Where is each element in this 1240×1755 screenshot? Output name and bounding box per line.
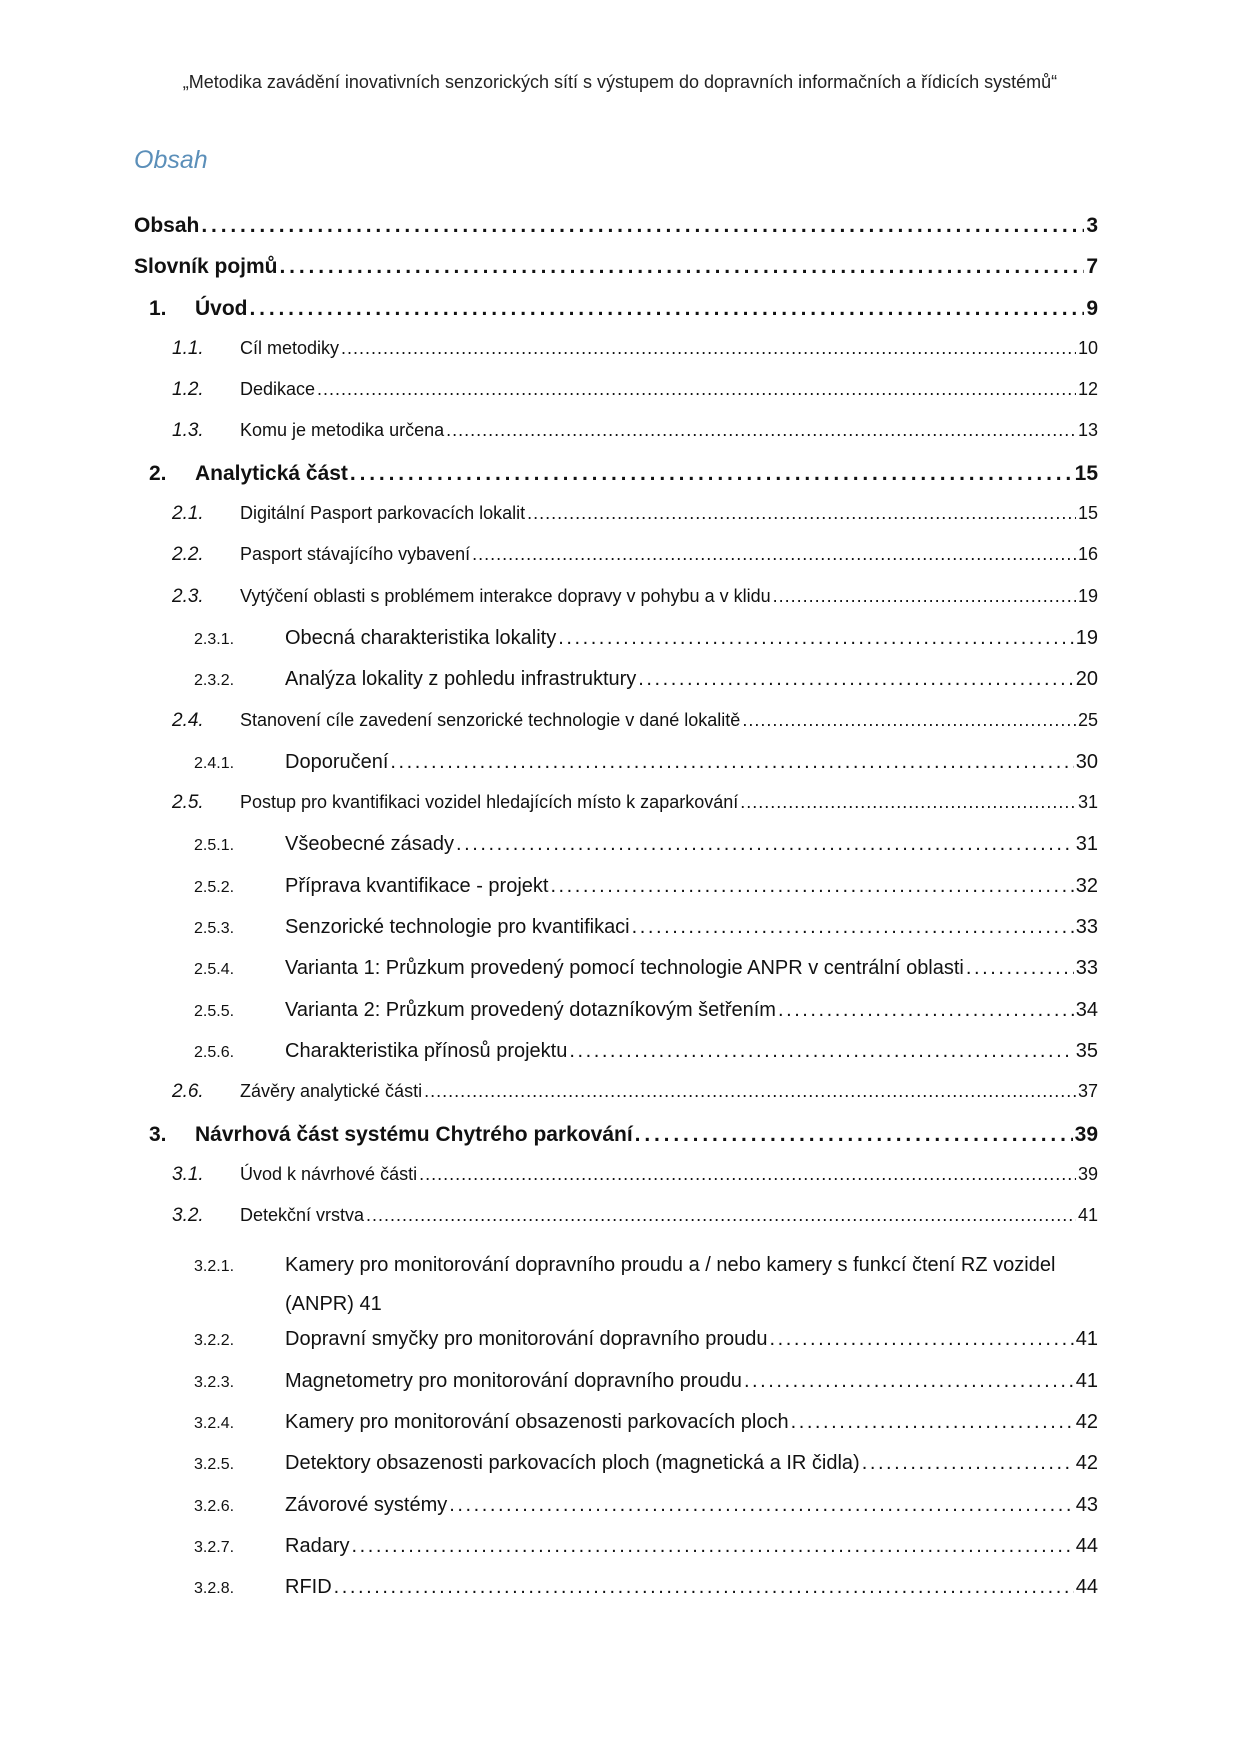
toc-entry-page: 34 <box>1075 998 1098 1021</box>
toc-entry-page: 42 <box>1075 1411 1098 1434</box>
toc-entry-title: Slovník pojmů <box>134 255 278 279</box>
dot-leader <box>569 1040 1073 1063</box>
toc-entry-number: 2. <box>149 461 167 485</box>
dot-leader <box>742 710 1076 731</box>
toc-entry-number: 2.1. <box>172 503 204 525</box>
toc-entry[interactable] <box>134 1164 1098 1205</box>
toc-entry[interactable] <box>134 1246 1098 1328</box>
toc-entry-page: 31 <box>1075 833 1098 856</box>
toc-entry-number: 3. <box>149 1122 167 1146</box>
toc-entry[interactable] <box>134 833 1098 874</box>
toc-entry[interactable] <box>134 1494 1098 1535</box>
toc-entry[interactable] <box>134 1411 1098 1452</box>
toc-entry-title: Pasport stávajícího vybavení <box>240 544 471 565</box>
dot-leader <box>472 544 1076 565</box>
toc-entry-page: 15 <box>1074 461 1098 485</box>
toc-entry-number: 3.1. <box>172 1163 204 1185</box>
dot-leader <box>351 1535 1073 1558</box>
toc-entry-number: 3.2.7. <box>194 1538 235 1556</box>
toc-entry-page: 33 <box>1075 957 1098 980</box>
toc-entry-number: 3.2.4. <box>194 1415 235 1433</box>
toc-entry-page: 39 <box>1077 1163 1098 1184</box>
toc-entry-page: 30 <box>1075 750 1098 773</box>
toc-entry-title: Dopravní smyčky pro monitorování dopravního proudu <box>285 1328 768 1351</box>
toc-entry-title: Varianta 2: Průzkum provedený dotazníkovým šetřením <box>285 998 776 1021</box>
toc-entry-title: Magnetometry pro monitorování dopravního proudu <box>285 1369 742 1392</box>
dot-leader <box>456 833 1074 856</box>
toc-entry-page: 44 <box>1075 1576 1098 1599</box>
toc-entry[interactable] <box>134 1123 1098 1164</box>
toc-entry-title: Varianta 1: Průzkum provedený pomocí technologie ANPR v centrální oblasti <box>285 957 964 980</box>
toc-entry[interactable] <box>134 1370 1098 1411</box>
toc-entry-title: Analýza lokality z pohledu infrastruktury <box>285 668 637 691</box>
toc-entry-title: Digitální Pasport parkovacích lokalit <box>240 503 526 524</box>
toc-entry[interactable] <box>134 297 1098 338</box>
toc-entry-page: 31 <box>1077 792 1098 813</box>
toc-entry[interactable] <box>134 214 1098 255</box>
toc-entry-number: 3.2.5. <box>194 1456 235 1474</box>
dot-leader <box>632 916 1074 939</box>
toc-entry-number: 3.2.2. <box>194 1332 235 1350</box>
toc-entry-number: 2.6. <box>172 1081 204 1103</box>
toc-entry-page: 20 <box>1075 668 1098 691</box>
toc-entry-title: Vytýčení oblasti s problémem interakce dopravy v pohybu a v klidu <box>240 585 771 606</box>
toc-entry-number: 2.5.4. <box>194 961 235 979</box>
toc-entry-title: Úvod <box>195 296 248 320</box>
dot-leader <box>862 1452 1074 1475</box>
toc-entry-title: Kamery pro monitorování dopravního proudu a / nebo kamery s funkcí čtení RZ vozidel (ANPR) 41 <box>285 1254 1056 1316</box>
toc-entry-title: Závorové systémy <box>285 1493 448 1516</box>
toc-entry-title: Postup pro kvantifikaci vozidel hledajících místo k zaparkování <box>240 792 739 813</box>
toc-entry[interactable] <box>134 1081 1098 1122</box>
toc-entry[interactable] <box>134 751 1098 792</box>
dot-leader <box>769 1328 1073 1351</box>
dot-leader <box>966 957 1074 980</box>
dot-leader <box>390 751 1073 774</box>
toc-entry-page: 19 <box>1077 585 1098 606</box>
toc-entry-number: 2.3. <box>172 585 204 607</box>
toc-entry[interactable] <box>134 1328 1098 1369</box>
dot-leader <box>350 462 1073 486</box>
dot-leader <box>550 875 1073 898</box>
toc-entry-page: 33 <box>1075 916 1098 939</box>
toc-entry-number: 3.2.8. <box>194 1580 235 1598</box>
toc-entry[interactable] <box>134 792 1098 833</box>
toc-entry-page: 41 <box>1075 1328 1098 1351</box>
toc-entry-number: 3.2.6. <box>194 1497 235 1515</box>
toc-entry[interactable] <box>134 1452 1098 1493</box>
toc-entry-number: 2.5.2. <box>194 878 235 896</box>
toc-entry-number: 2.4. <box>172 709 204 731</box>
toc-entry-number: 2.5.5. <box>194 1002 235 1020</box>
toc-entry[interactable] <box>134 379 1098 420</box>
toc-entry-page: 19 <box>1075 626 1098 649</box>
toc-entry-title: Úvod k návrhové části <box>240 1163 418 1184</box>
dot-leader <box>201 214 1084 238</box>
toc-entry[interactable] <box>134 875 1098 916</box>
toc-entry-number: 2.5.6. <box>194 1043 235 1061</box>
dot-leader <box>250 297 1085 321</box>
dot-leader <box>424 1081 1076 1102</box>
toc-entry-page: 43 <box>1075 1493 1098 1516</box>
toc-entry-number: 1.1. <box>172 337 204 359</box>
toc-entry-page: 13 <box>1077 420 1098 441</box>
table-of-contents <box>134 214 1098 1618</box>
toc-entry[interactable] <box>134 957 1098 998</box>
toc-entry-title: Návrhová část systému Chytrého parkování <box>195 1122 633 1146</box>
dot-leader <box>558 627 1074 650</box>
dot-leader <box>740 792 1076 813</box>
toc-entry-number: 2.5.1. <box>194 837 235 855</box>
toc-entry-number: 3.2.3. <box>194 1373 235 1391</box>
toc-entry-number: 2.5. <box>172 792 204 814</box>
toc-entry[interactable] <box>134 503 1098 544</box>
toc-entry-title: Charakteristika přínosů projektu <box>285 1039 568 1062</box>
toc-entry-number: 2.4.1. <box>194 754 235 772</box>
dot-leader <box>778 999 1074 1022</box>
dot-leader <box>527 503 1076 524</box>
running-header: „Metodika zavádění inovativních senzorických sítí s výstupem do dopravních informačních a řídicích systémů“ <box>182 72 1058 92</box>
dot-leader <box>635 1123 1073 1147</box>
toc-entry-page: 39 <box>1074 1122 1098 1146</box>
toc-entry-title: Obsah <box>134 214 200 237</box>
toc-entry[interactable] <box>134 544 1098 585</box>
toc-entry-page: 10 <box>1077 337 1098 358</box>
toc-entry[interactable] <box>134 420 1098 461</box>
toc-entry[interactable] <box>134 1205 1098 1246</box>
toc-entry-title: Stanovení cíle zavedení senzorické technologie v dané lokalitě <box>240 709 741 730</box>
toc-entry[interactable] <box>134 1576 1098 1617</box>
toc-entry-number: 1. <box>149 296 167 320</box>
toc-entry-page: 15 <box>1077 503 1098 524</box>
toc-entry-title: Dedikace <box>240 379 316 400</box>
toc-entry[interactable] <box>134 1040 1098 1081</box>
dot-leader <box>791 1411 1074 1434</box>
toc-heading: Obsah <box>134 146 208 174</box>
toc-entry[interactable] <box>134 999 1098 1040</box>
toc-entry-number: 1.2. <box>172 379 204 401</box>
toc-entry-number: 3.2.1. <box>194 1258 235 1276</box>
toc-entry-page: 12 <box>1077 379 1098 400</box>
toc-entry[interactable] <box>134 710 1098 751</box>
toc-entry-page: 7 <box>1086 255 1098 279</box>
toc-entry-page: 9 <box>1086 296 1098 320</box>
toc-entry-page: 16 <box>1077 544 1098 565</box>
toc-entry-title: Všeobecné zásady <box>285 833 455 856</box>
toc-entry[interactable] <box>134 1535 1098 1576</box>
toc-entry-title: Radary <box>285 1534 350 1557</box>
toc-entry-number: 1.3. <box>172 420 204 442</box>
dot-leader <box>446 420 1076 441</box>
toc-entry-title: Detektory obsazenosti parkovacích ploch (magnetická a IR čidla) <box>285 1452 860 1475</box>
dot-leader <box>317 379 1076 400</box>
toc-entry-title: Senzorické technologie pro kvantifikaci <box>285 916 630 939</box>
toc-entry-page: 41 <box>359 1293 382 1316</box>
toc-entry-title: Kamery pro monitorování obsazenosti parkovacích ploch <box>285 1411 789 1434</box>
toc-entry[interactable] <box>134 338 1098 379</box>
dot-leader <box>638 668 1073 691</box>
toc-entry-title: RFID <box>285 1576 332 1599</box>
toc-entry-page: 25 <box>1077 709 1098 730</box>
toc-entry-page: 32 <box>1075 874 1098 897</box>
toc-entry-number: 3.2. <box>172 1205 204 1227</box>
toc-entry-title: Závěry analytické části <box>240 1081 423 1102</box>
toc-entry[interactable] <box>134 916 1098 957</box>
toc-entry-page: 35 <box>1075 1039 1098 1062</box>
dot-leader <box>341 338 1076 359</box>
toc-entry[interactable] <box>134 586 1098 627</box>
dot-leader <box>449 1494 1073 1517</box>
toc-entry-title: Analytická část <box>195 461 348 485</box>
toc-entry-title: Komu je metodika určena <box>240 420 445 441</box>
toc-entry-page: 37 <box>1077 1081 1098 1102</box>
toc-entry-page: 3 <box>1086 214 1098 237</box>
dot-leader <box>280 255 1085 279</box>
toc-entry-title: Příprava kvantifikace - projekt <box>285 874 549 897</box>
toc-entry-page: 41 <box>1077 1205 1098 1226</box>
toc-entry[interactable] <box>134 668 1098 709</box>
toc-entry[interactable] <box>134 255 1098 296</box>
dot-leader <box>744 1370 1074 1393</box>
toc-entry-title: Doporučení <box>285 750 389 773</box>
toc-entry[interactable] <box>134 627 1098 668</box>
toc-entry-title: Cíl metodiky <box>240 337 340 358</box>
dot-leader <box>334 1576 1074 1599</box>
toc-entry-title: Detekční vrstva <box>240 1205 365 1226</box>
toc-entry-number: 2.5.3. <box>194 920 235 938</box>
dot-leader <box>773 586 1076 607</box>
toc-entry[interactable] <box>134 462 1098 503</box>
toc-entry-number: 2.2. <box>172 544 204 566</box>
toc-entry-title: Obecná charakteristika lokality <box>285 626 557 649</box>
toc-entry-page: 44 <box>1075 1534 1098 1557</box>
dot-leader <box>366 1205 1076 1226</box>
toc-entry-page: 41 <box>1075 1369 1098 1392</box>
toc-entry-number: 2.3.1. <box>194 630 235 648</box>
toc-entry-page: 42 <box>1075 1452 1098 1475</box>
toc-entry-number: 2.3.2. <box>194 672 235 690</box>
dot-leader <box>419 1164 1076 1185</box>
